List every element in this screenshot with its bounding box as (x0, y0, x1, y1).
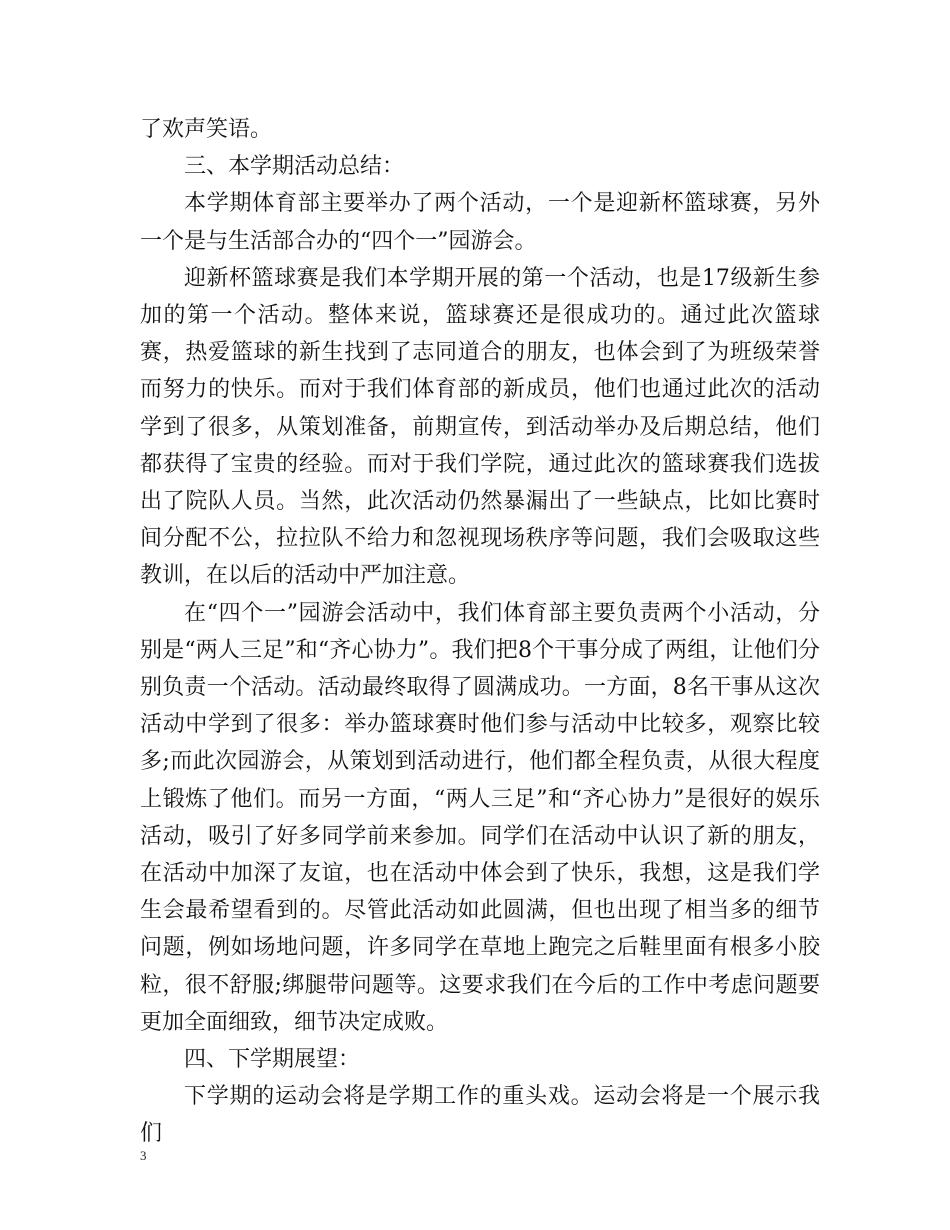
paragraph-continuation: 了欢声笑语。 (140, 117, 273, 142)
document-body (140, 111, 820, 1153)
paragraph-garden-party: 在“四个一”园游会活动中，我们体育部主要负责两个小活动，分别是“两人三足”和“齐心协力”。我们把8个干事分成了两组，让他们分别负责一个活动。活动最终取得了圆满成功。一方面，8名干事从这次活动中学到了很多：举办篮球赛时他们参与活动中比较多，观察比较多;而此次园游会，从策划到活动进行，他们都全程负责，从很大程度上锻炼了他们。而另一方面，“两人三足”和“齐心协力”是很好的娱乐活动，吸引了好多同学前来参加。同学们在活动中认识了新的朋友，在活动中加深了友谊，也在活动中体会到了快乐，我想，这是我们学生会最希望看到的。尽管此活动如此圆满，但也出现了相当多的细节问题，例如场地问题，许多同学在草地上跑完之后鞋里面有根多小胶粒，很不舒服;绑腿带问题等。这要求我们在今后的工作中考虑问题要更加全面细致，细节决定成败。 (140, 600, 820, 1035)
paragraph-sports-meet: 下学期的运动会将是学期工作的重头戏。运动会将是一个展示我们 (140, 1084, 820, 1147)
heading-semester-summary: 三、本学期活动总结： (184, 154, 405, 180)
paragraph-basketball-cup: 迎新杯篮球赛是我们本学期开展的第一个活动，也是17级新生参加的第一个活动。整体来说，篮球赛还是很成功的。通过此次篮球赛，热爱篮球的新生找到了志同道合的朋友，也体会到了为班级荣誉而努力的快乐。而对于我们体育部的新成员，他们也通过此次的活动学到了很多，从策划准备，前期宣传，到活动举办及后期总结，他们都获得了宝贵的经验。而对于我们学院，通过此次的篮球赛我们选拔出了院队人员。当然，此次活动仍然暴漏出了一些缺点，比如比赛时间分配不公，拉拉队不给力和忽视现场秩序等问题，我们会吸取这些教训，在以后的活动中严加注意。 (140, 265, 820, 589)
paragraph-activities-overview: 本学期体育部主要举办了两个活动，一个是迎新杯篮球赛，另外一个是与生活部合办的“四个一”园游会。 (140, 191, 820, 254)
heading-next-semester-outlook: 四、下学期展望： (184, 1047, 361, 1073)
page-number: 3 (140, 1148, 147, 1163)
